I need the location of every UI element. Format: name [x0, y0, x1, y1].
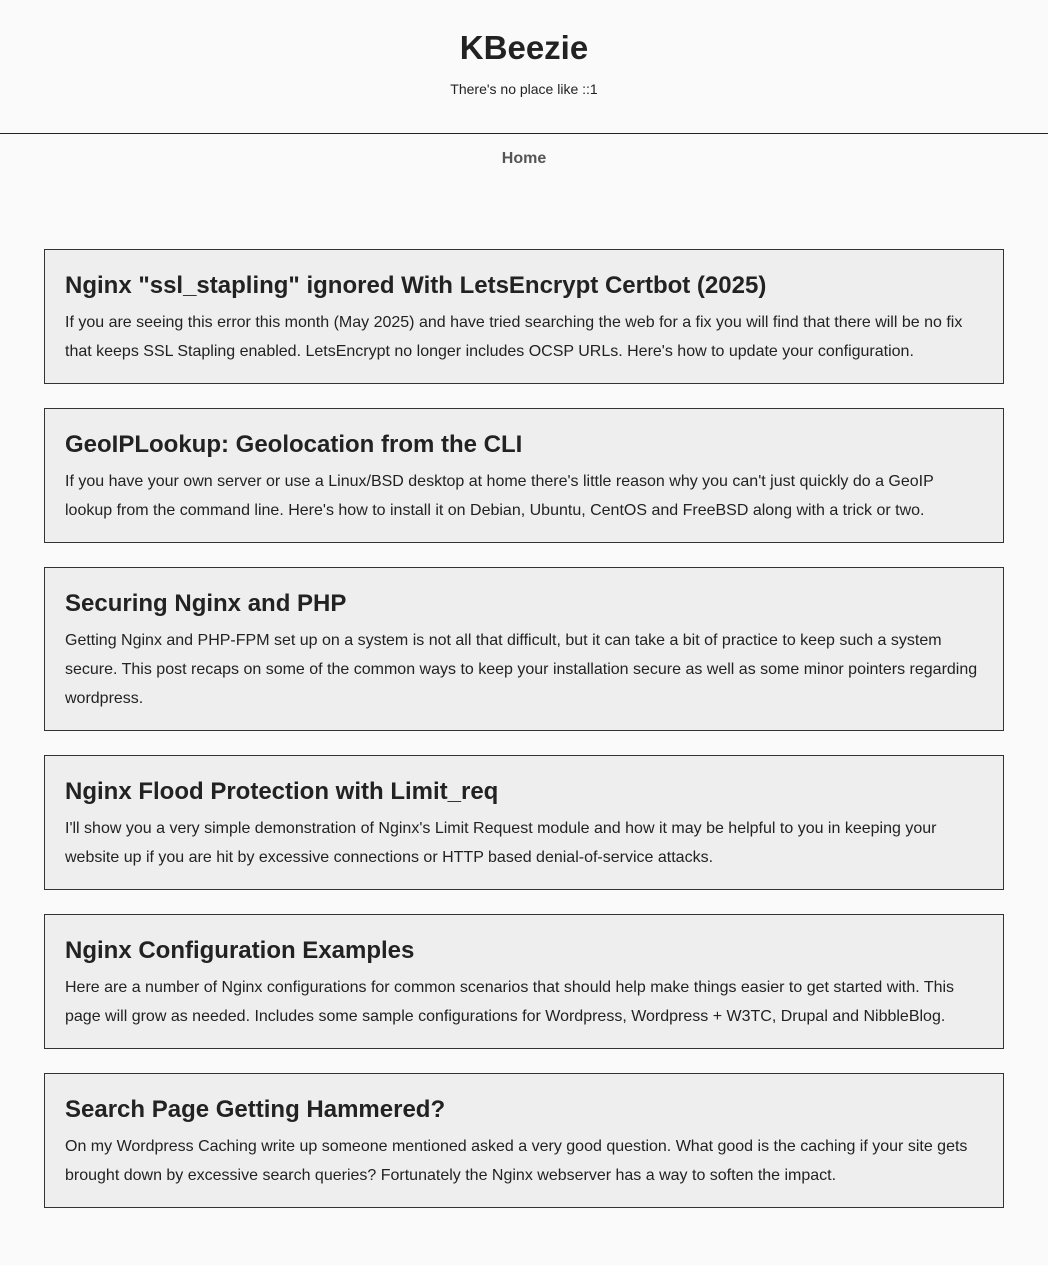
main-nav — [0, 134, 1048, 249]
post-excerpt: I'll show you a very simple demonstration of Nginx's Limit Request module and how it may be helpful to you in keeping your website up if you are hit by excessive connections or HTTP based denial-of-service attacks. — [65, 820, 937, 866]
post-excerpt: Getting Nginx and PHP-FPM set up on a system is not all that difficult, but it can take a bit of practice to keep such a system secure. This post recaps on some of the common ways to keep your installation secure as well as some minor pointers regarding wordpress. — [65, 632, 978, 707]
post-excerpt: If you have your own server or use a Linux/BSD desktop at home there's little reason why you can't just quickly do a GeoIP lookup from the command line. Here's how to install it on Debian, Ubuntu, CentOS and FreeBSD along with a trick or two. — [65, 473, 934, 519]
post-card[interactable] — [44, 249, 1004, 384]
post-title[interactable]: Securing Nginx and PHP — [65, 590, 347, 617]
site-title[interactable]: KBeezie — [459, 29, 589, 66]
post-card[interactable] — [44, 408, 1004, 543]
post-excerpt: Here are a number of Nginx configurations for common scenarios that should help make things easier to get started with. This page will grow as needed. Includes some sample configurations for Wordpress, Wordpress + W3TC, Drupal and NibbleBlog. — [65, 979, 955, 1025]
post-card[interactable] — [44, 755, 1004, 890]
post-excerpt: If you are seeing this error this month (May 2025) and have tried searching the web for a fix you will find that there will be no fix that keeps SSL Stapling enabled. LetsEncrypt no longer includes OCSP URLs. Here's how to update your configuration. — [65, 314, 963, 360]
site-header — [0, 0, 1048, 134]
site-tagline: There's no place like ::1 — [450, 81, 598, 97]
post-title[interactable]: GeoIPLookup: Geolocation from the CLI — [65, 431, 523, 458]
post-card[interactable] — [44, 1073, 1004, 1208]
post-card[interactable] — [44, 914, 1004, 1049]
nav-home-link[interactable]: Home — [501, 150, 547, 167]
post-title[interactable]: Nginx "ssl_stapling" ignored With LetsEncrypt Certbot (2025) — [65, 272, 767, 299]
post-title[interactable]: Search Page Getting Hammered? — [65, 1096, 446, 1123]
post-card[interactable] — [44, 567, 1004, 731]
post-excerpt: On my Wordpress Caching write up someone mentioned asked a very good question. What good is the caching if your site gets brought down by excessive search queries? Fortunately the Nginx webserver has a way to soften the impact. — [65, 1138, 968, 1184]
post-list — [0, 249, 1048, 1208]
post-title[interactable]: Nginx Flood Protection with Limit_req — [65, 778, 499, 805]
post-title[interactable]: Nginx Configuration Examples — [65, 937, 415, 964]
